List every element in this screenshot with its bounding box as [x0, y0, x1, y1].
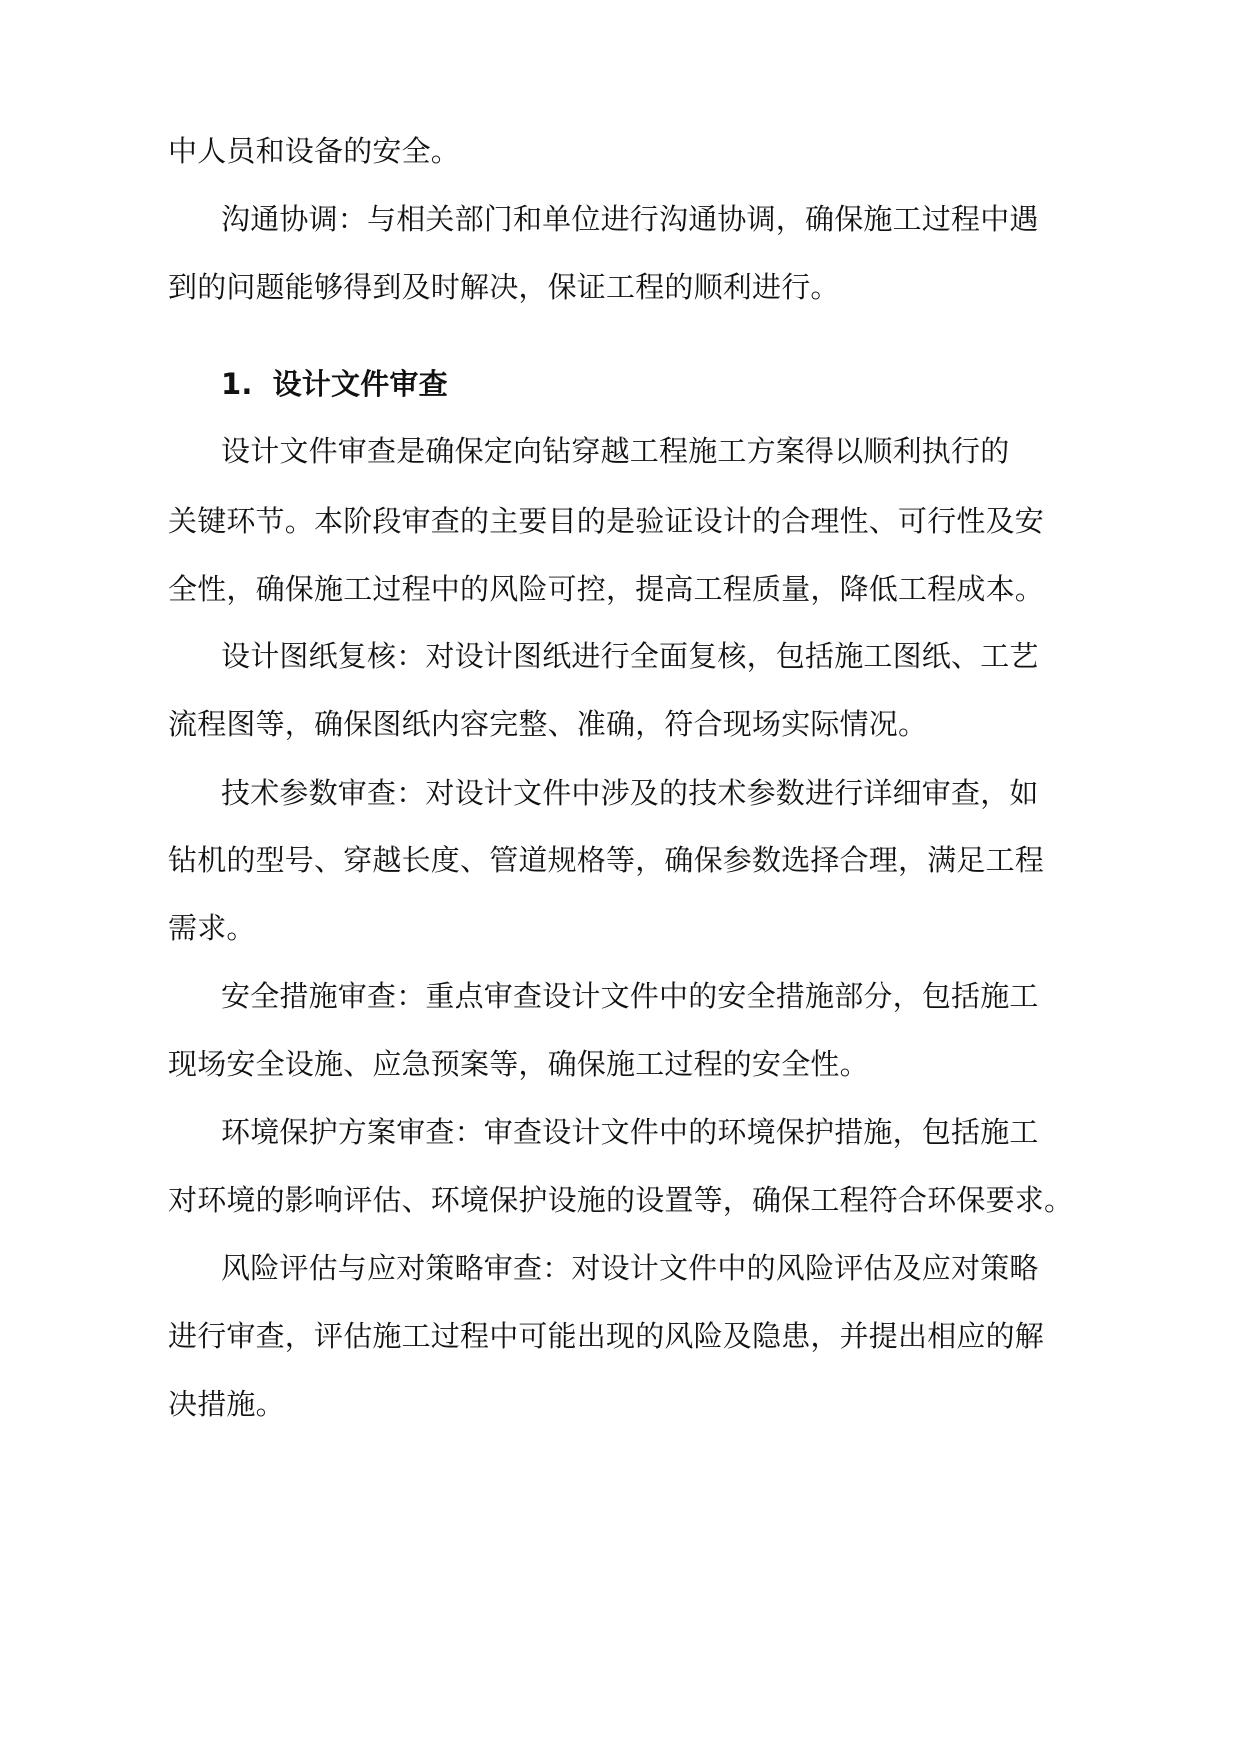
- section-heading: [221, 366, 448, 402]
- text-line: 进行审查，评估施工过程中可能出现的风险及隐患，并提出相应的解: [168, 1319, 1045, 1353]
- section-number: 1.: [221, 367, 253, 401]
- text-line: 关键环节。本阶段审查的主要目的是验证设计的合理性、可行性及安: [168, 504, 1045, 538]
- text-line: 流程图等，确保图纸内容完整、准确，符合现场实际情况。: [168, 707, 928, 741]
- text-line: 钻机的型号、穿越长度、管道规格等，确保参数选择合理，满足工程: [168, 843, 1045, 877]
- text-line: 对环境的影响评估、环境保护设施的设置等，确保工程符合环保要求。: [168, 1183, 1074, 1217]
- text-line: 风险评估与应对策略审查：对设计文件中的风险评估及应对策略: [221, 1251, 1039, 1285]
- section-title: 设计文件审查: [272, 367, 448, 401]
- text-line: 技术参数审查：对设计文件中涉及的技术参数进行详细审查，如: [221, 776, 1039, 810]
- text-line: 现场安全设施、应急预案等，确保施工过程的安全性。: [168, 1047, 869, 1081]
- text-line: 沟通协调：与相关部门和单位进行沟通协调，确保施工过程中遇: [221, 202, 1039, 236]
- text-line: 环境保护方案审查：审查设计文件中的环境保护措施，包括施工: [221, 1115, 1039, 1149]
- text-line: 中人员和设备的安全。: [168, 134, 461, 168]
- text-line: 需求。: [168, 911, 256, 945]
- text-line: 决措施。: [168, 1387, 285, 1421]
- text-line: 到的问题能够得到及时解决，保证工程的顺利进行。: [168, 270, 840, 304]
- text-line: 全性，确保施工过程中的风险可控，提高工程质量，降低工程成本。: [168, 572, 1045, 606]
- text-line: 设计图纸复核：对设计图纸进行全面复核，包括施工图纸、工艺: [221, 639, 1039, 673]
- text-line: 安全措施审查：重点审查设计文件中的安全措施部分，包括施工: [221, 979, 1039, 1013]
- text-line: 设计文件审查是确保定向钻穿越工程施工方案得以顺利执行的: [221, 434, 1010, 468]
